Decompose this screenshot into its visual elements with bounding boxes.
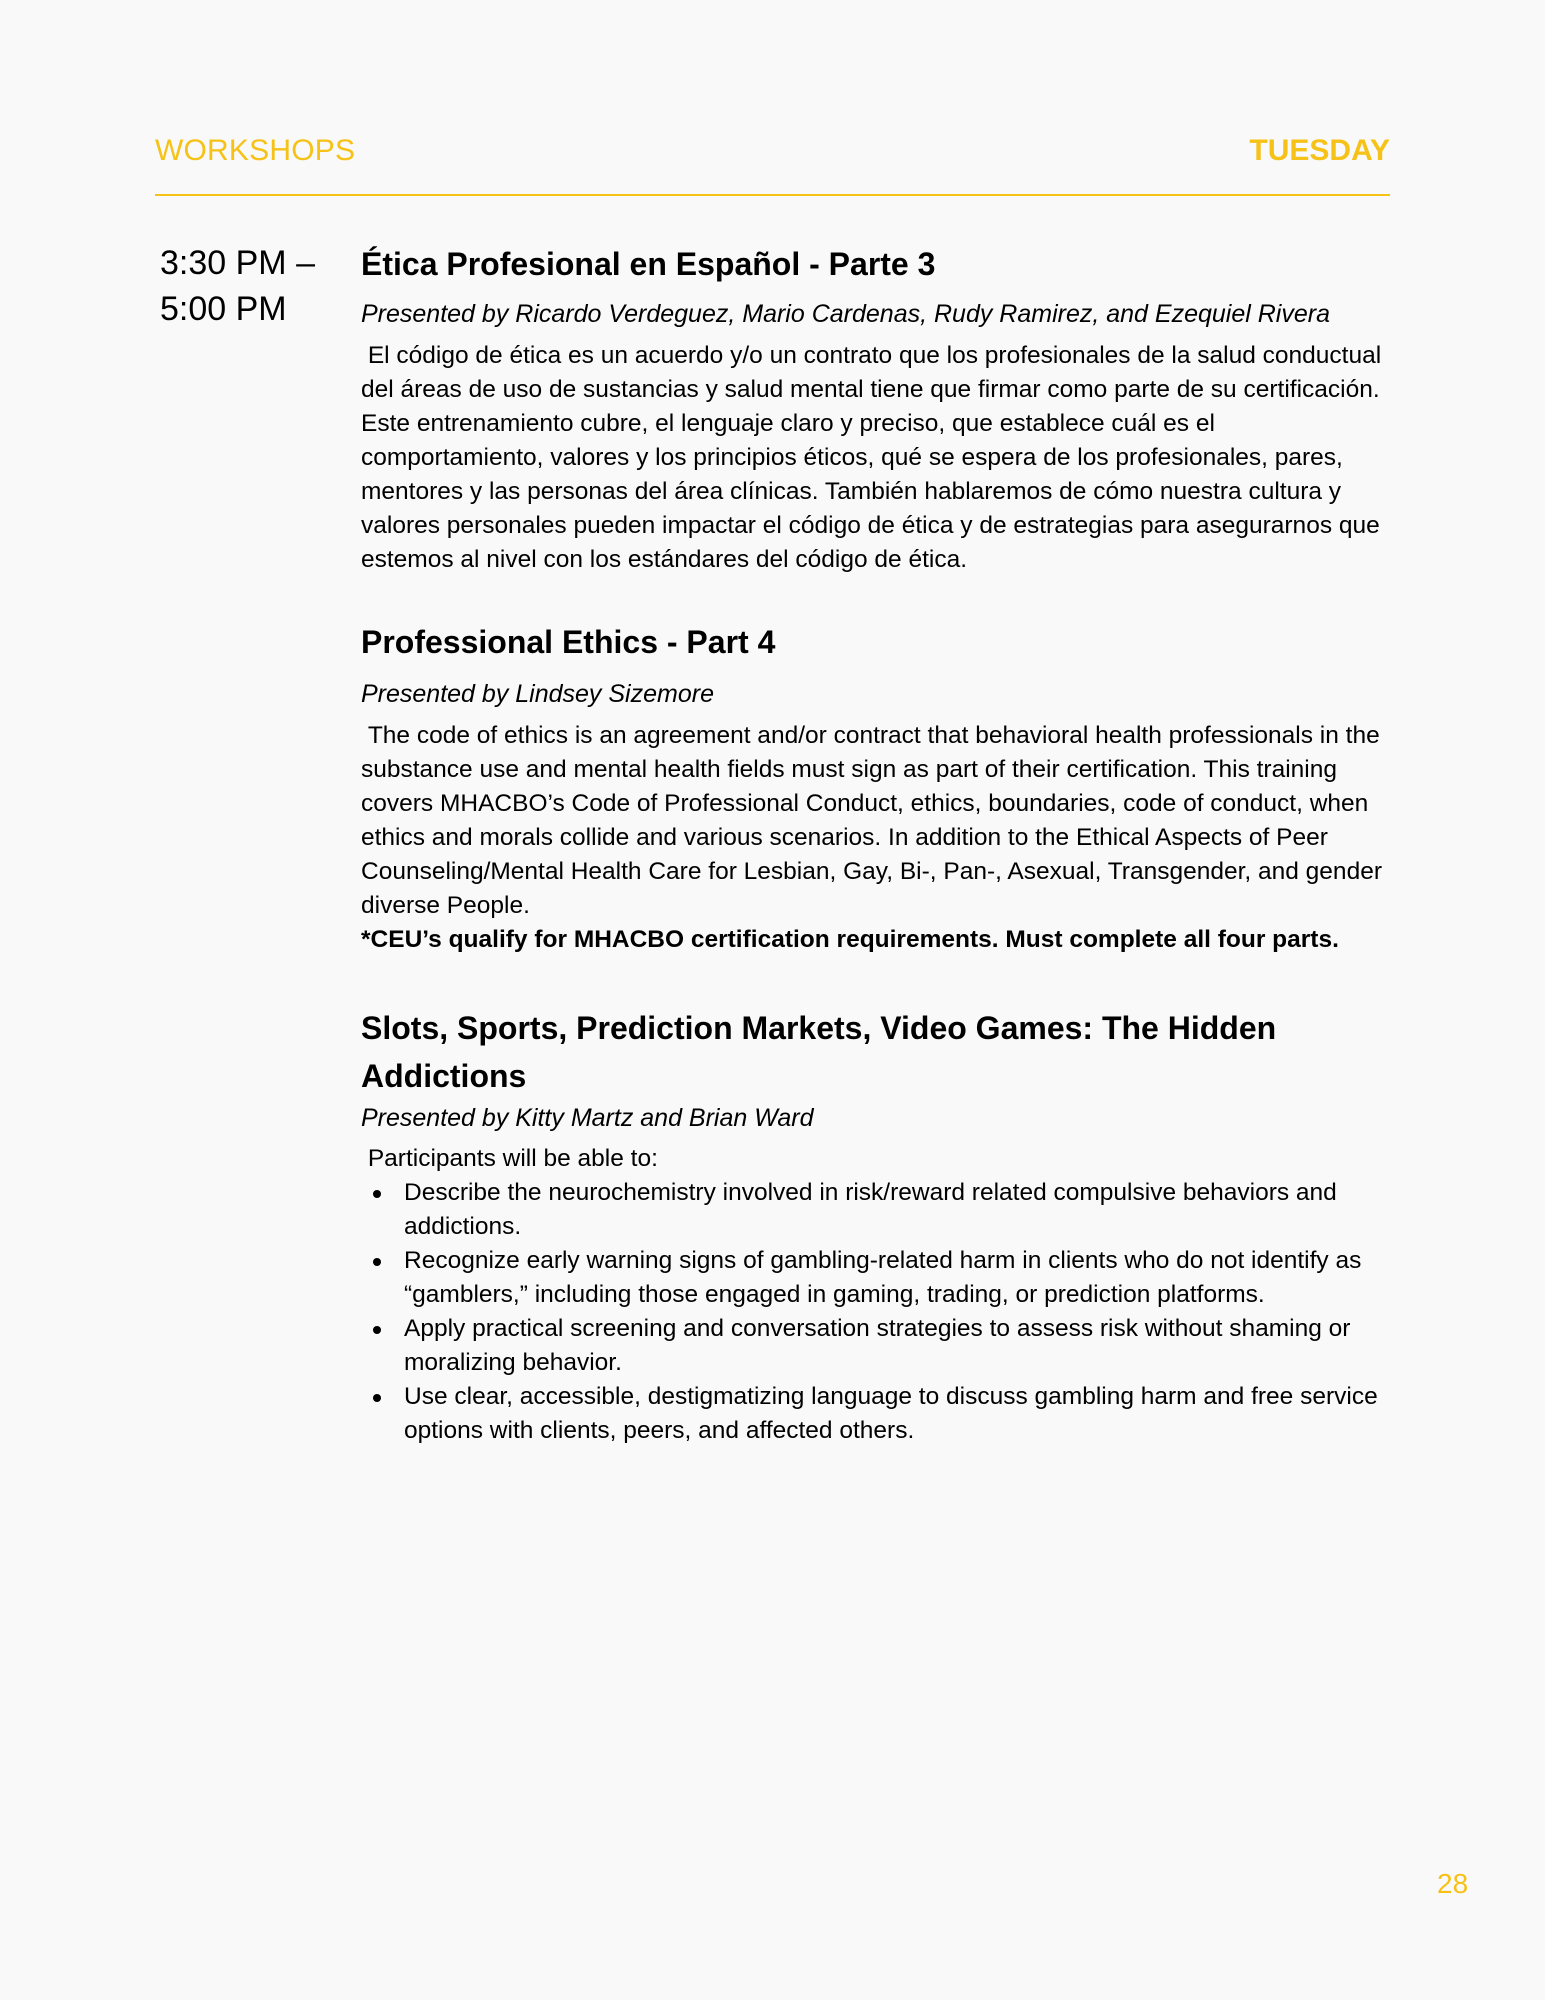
session-description: Participants will be able to: <box>361 1145 658 1172</box>
session-description: The code of ethics is an agreement and/or contract that behavioral health professionals in the substance use and mental health fields must sign as part of their certification. This training covers MHACBO’s Code of Professional Conduct, ethics, boundaries, code of conduct, when ethics and morals collide and various scenarios. In addition to the Ethical Aspects of Peer Counseling/Mental Health Care for Lesbian, Gay, Bi-, Pan-, Asexual, Transgender, and gender diverse People. <box>361 722 1389 919</box>
time-slot-start: 3:30 PM – <box>160 244 315 282</box>
page-number: 28 <box>1437 1868 1469 1899</box>
session-presenter: Presented by Ricardo Verdeguez, Mario Cardenas, Rudy Ramirez, and Ezequiel Rivera <box>361 300 1330 328</box>
session-description: El código de ética es un acuerdo y/o un contrato que los profesionales de la salud conductual del áreas de uso de sustancias y salud mental tiene que firmar como parte de su certificación. Este entrenamiento cubre, el lenguaje claro y preciso, que establece cuál es el comportamiento, valores y los principios éticos, qué se espera de los profesionales, pares, mentores y las personas del área clínicas. También hablaremos de cómo nuestra cultura y valores personales pueden impactar el código de ética y de estrategias para asegurarnos que estemos al nivel con los estándares del código de ética. <box>361 342 1388 573</box>
time-slot <box>160 240 350 332</box>
list-item-text: Describe the neurochemistry involved in risk/reward related compulsive behaviors and addictions. <box>404 1179 1337 1240</box>
time-slot-end: 5:00 PM <box>160 290 287 328</box>
sessions-column <box>361 240 1396 1448</box>
session-title: Slots, Sports, Prediction Markets, Video Games: The Hidden Addictions <box>361 1010 1277 1094</box>
day-label: TUESDAY <box>1249 134 1390 167</box>
list-item <box>361 1244 1396 1312</box>
session-title: Ética Profesional en Español - Parte 3 <box>361 246 936 282</box>
ceu-note: *CEU’s qualify for MHACBO certification requirements. Must complete all four parts. <box>361 926 1339 953</box>
session-title: Professional Ethics - Part 4 <box>361 624 776 660</box>
list-item <box>361 1176 1396 1244</box>
session-etica-profesional <box>361 240 1396 577</box>
learning-objectives-list <box>361 1176 1396 1448</box>
session-professional-ethics <box>361 618 1396 957</box>
page-header <box>155 134 1390 196</box>
list-item <box>361 1380 1396 1448</box>
list-item-text: Recognize early warning signs of gambling-related harm in clients who do not identify as “gamblers,” including those engaged in gaming, trading, or prediction platforms. <box>404 1247 1362 1308</box>
bullet-icon <box>373 1258 381 1266</box>
list-item-text: Apply practical screening and conversation strategies to assess risk without shaming or moralizing behavior. <box>404 1315 1351 1376</box>
bullet-icon <box>373 1326 381 1334</box>
list-item <box>361 1312 1396 1380</box>
bullet-icon <box>373 1190 381 1198</box>
session-presenter: Presented by Kitty Martz and Brian Ward <box>361 1104 814 1132</box>
session-hidden-addictions <box>361 1004 1396 1448</box>
section-label: WORKSHOPS <box>155 134 356 167</box>
list-item-text: Use clear, accessible, destigmatizing language to discuss gambling harm and free service options with clients, peers, and affected others. <box>404 1383 1378 1444</box>
bullet-icon <box>373 1394 381 1402</box>
session-presenter: Presented by Lindsey Sizemore <box>361 680 714 708</box>
